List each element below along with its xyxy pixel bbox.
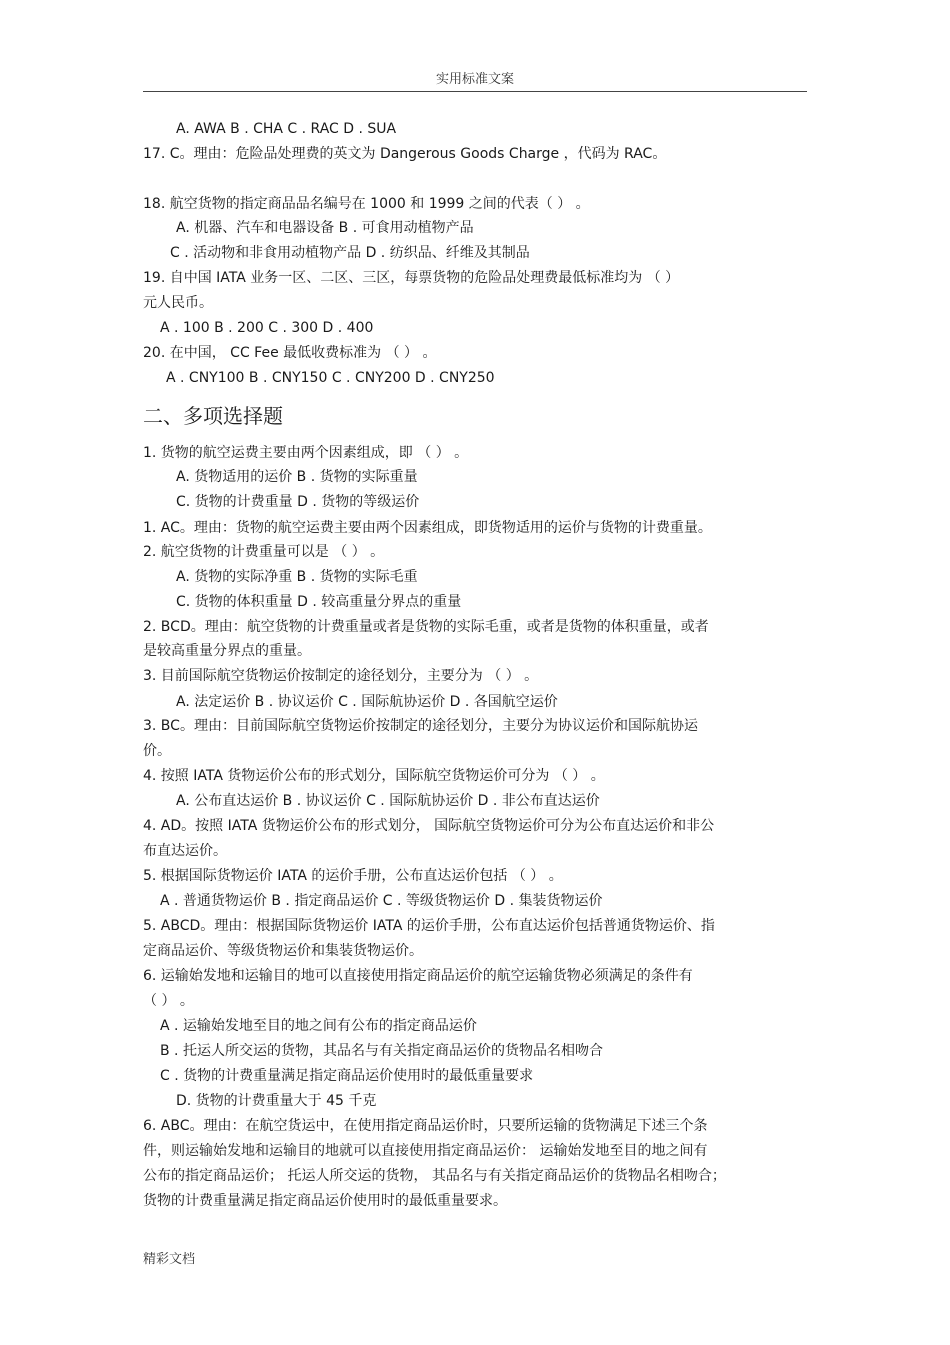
page-footer: 精彩文档 <box>143 1252 196 1267</box>
question-18: 18. 航空货物的指定商品品名编号在 1000 和 1999 之间的代表（ ） 。 <box>143 196 590 212</box>
q20-options: A . CNY100 B . CNY150 C . CNY200 D . CNY250 <box>166 370 495 386</box>
mq5-answer: 5. ABCD。理由：根据国际货物运价 IATA 的运价手册，公布直达运价包括普通货物运价、指 <box>143 918 715 934</box>
mq6-answer-cont1: 件，则运输始发地和运输目的地就可以直接使用指定商品运价： 运输始发地至目的地之间有 <box>143 1143 708 1159</box>
mq6-answer-cont2: 公布的指定商品运价； 托运人所交运的货物， 其品名与有关指定商品运价的货物品名相吻合； <box>143 1168 726 1184</box>
mq2-options-cd: C. 货物的体积重量 D . 较高重量分界点的重量 <box>176 594 462 610</box>
mq4-answer-cont: 布直达运价。 <box>143 843 227 859</box>
header-divider <box>143 91 807 92</box>
question-19-cont: 元人民币。 <box>143 295 213 311</box>
q19-options: A . 100 B . 200 C . 300 D . 400 <box>160 320 374 336</box>
q18-options-ab: A. 机器、汽车和电器设备 B . 可食用动植物产品 <box>176 220 474 236</box>
mq1-options-ab: A. 货物适用的运价 B . 货物的实际重量 <box>176 469 418 485</box>
mq6-cont: （ ） 。 <box>143 993 194 1009</box>
page-header: 实用标准文案 <box>435 72 514 87</box>
q16-options: A. AWA B . CHA C . RAC D . SUA <box>176 121 397 137</box>
mq3: 3. 目前国际航空货物运价按制定的途径划分，主要分为 （ ） 。 <box>143 668 539 684</box>
mq6-option-b: B . 托运人所交运的货物，其品名与有关指定商品运价的货物品名相吻合 <box>160 1043 603 1059</box>
mq3-answer: 3. BC。理由：目前国际航空货物运价按制定的途径划分，主要分为协议运价和国际航协运 <box>143 718 698 734</box>
mq2-answer-cont: 是较高重量分界点的重量。 <box>143 643 311 659</box>
mq6-answer-cont3: 货物的计费重量满足指定商品运价使用时的最低重量要求。 <box>143 1193 507 1209</box>
question-20: 20. 在中国， CC Fee 最低收费标准为 （ ） 。 <box>143 345 437 361</box>
mq2-options-ab: A. 货物的实际净重 B . 货物的实际毛重 <box>176 569 418 585</box>
answer-17: 17. C。理由：危险品处理费的英文为 Dangerous Goods Charge ，代码为 RAC。 <box>143 146 667 162</box>
mq3-answer-cont: 价。 <box>143 743 171 759</box>
mq2: 2. 航空货物的计费重量可以是 （ ） 。 <box>143 544 385 560</box>
mq4: 4. 按照 IATA 货物运价公布的形式划分，国际航空货物运价可分为 （ ） 。 <box>143 768 605 784</box>
mq1: 1. 货物的航空运费主要由两个因素组成，即 （ ） 。 <box>143 445 469 461</box>
mq1-options-cd: C. 货物的计费重量 D . 货物的等级运价 <box>176 494 420 510</box>
mq4-options: A. 公布直达运价 B . 协议运价 C . 国际航协运价 D . 非公布直达运价 <box>176 793 600 809</box>
mq4-answer: 4. AD。按照 IATA 货物运价公布的形式划分， 国际航空货物运价可分为公布直达运价和非公 <box>143 818 715 834</box>
section-title-multiple-choice: 二、多项选择题 <box>143 404 283 428</box>
mq6-answer: 6. ABC。理由：在航空货运中，在使用指定商品运价时，只要所运输的货物满足下述三个条 <box>143 1118 708 1134</box>
mq6: 6. 运输始发地和运输目的地可以直接使用指定商品运价的航空运输货物必须满足的条件有 <box>143 968 693 984</box>
mq5: 5. 根据国际货物运价 IATA 的运价手册，公布直达运价包括 （ ） 。 <box>143 868 563 884</box>
q18-options-cd: C . 活动物和非食用动植物产品 D . 纺织品、纤维及其制品 <box>170 245 530 261</box>
mq5-options: A . 普通货物运价 B . 指定商品运价 C . 等级货物运价 D . 集装货物运价 <box>160 893 603 909</box>
mq6-option-d: D. 货物的计费重量大于 45 千克 <box>176 1093 377 1109</box>
mq5-answer-cont: 定商品运价、等级货物运价和集装货物运价。 <box>143 943 423 959</box>
mq1-answer: 1. AC。理由：货物的航空运费主要由两个因素组成，即货物适用的运价与货物的计费重量。 <box>143 520 712 536</box>
mq6-option-a: A . 运输始发地至目的地之间有公布的指定商品运价 <box>160 1018 477 1034</box>
mq6-option-c: C . 货物的计费重量满足指定商品运价使用时的最低重量要求 <box>160 1068 534 1084</box>
mq2-answer: 2. BCD。理由：航空货物的计费重量或者是货物的实际毛重，或者是货物的体积重量，或者 <box>143 619 709 635</box>
question-19: 19. 自中国 IATA 业务一区、二区、三区，每票货物的危险品处理费最低标准均为 （ ） <box>143 270 680 286</box>
mq3-options: A. 法定运价 B . 协议运价 C . 国际航协运价 D . 各国航空运价 <box>176 694 558 710</box>
